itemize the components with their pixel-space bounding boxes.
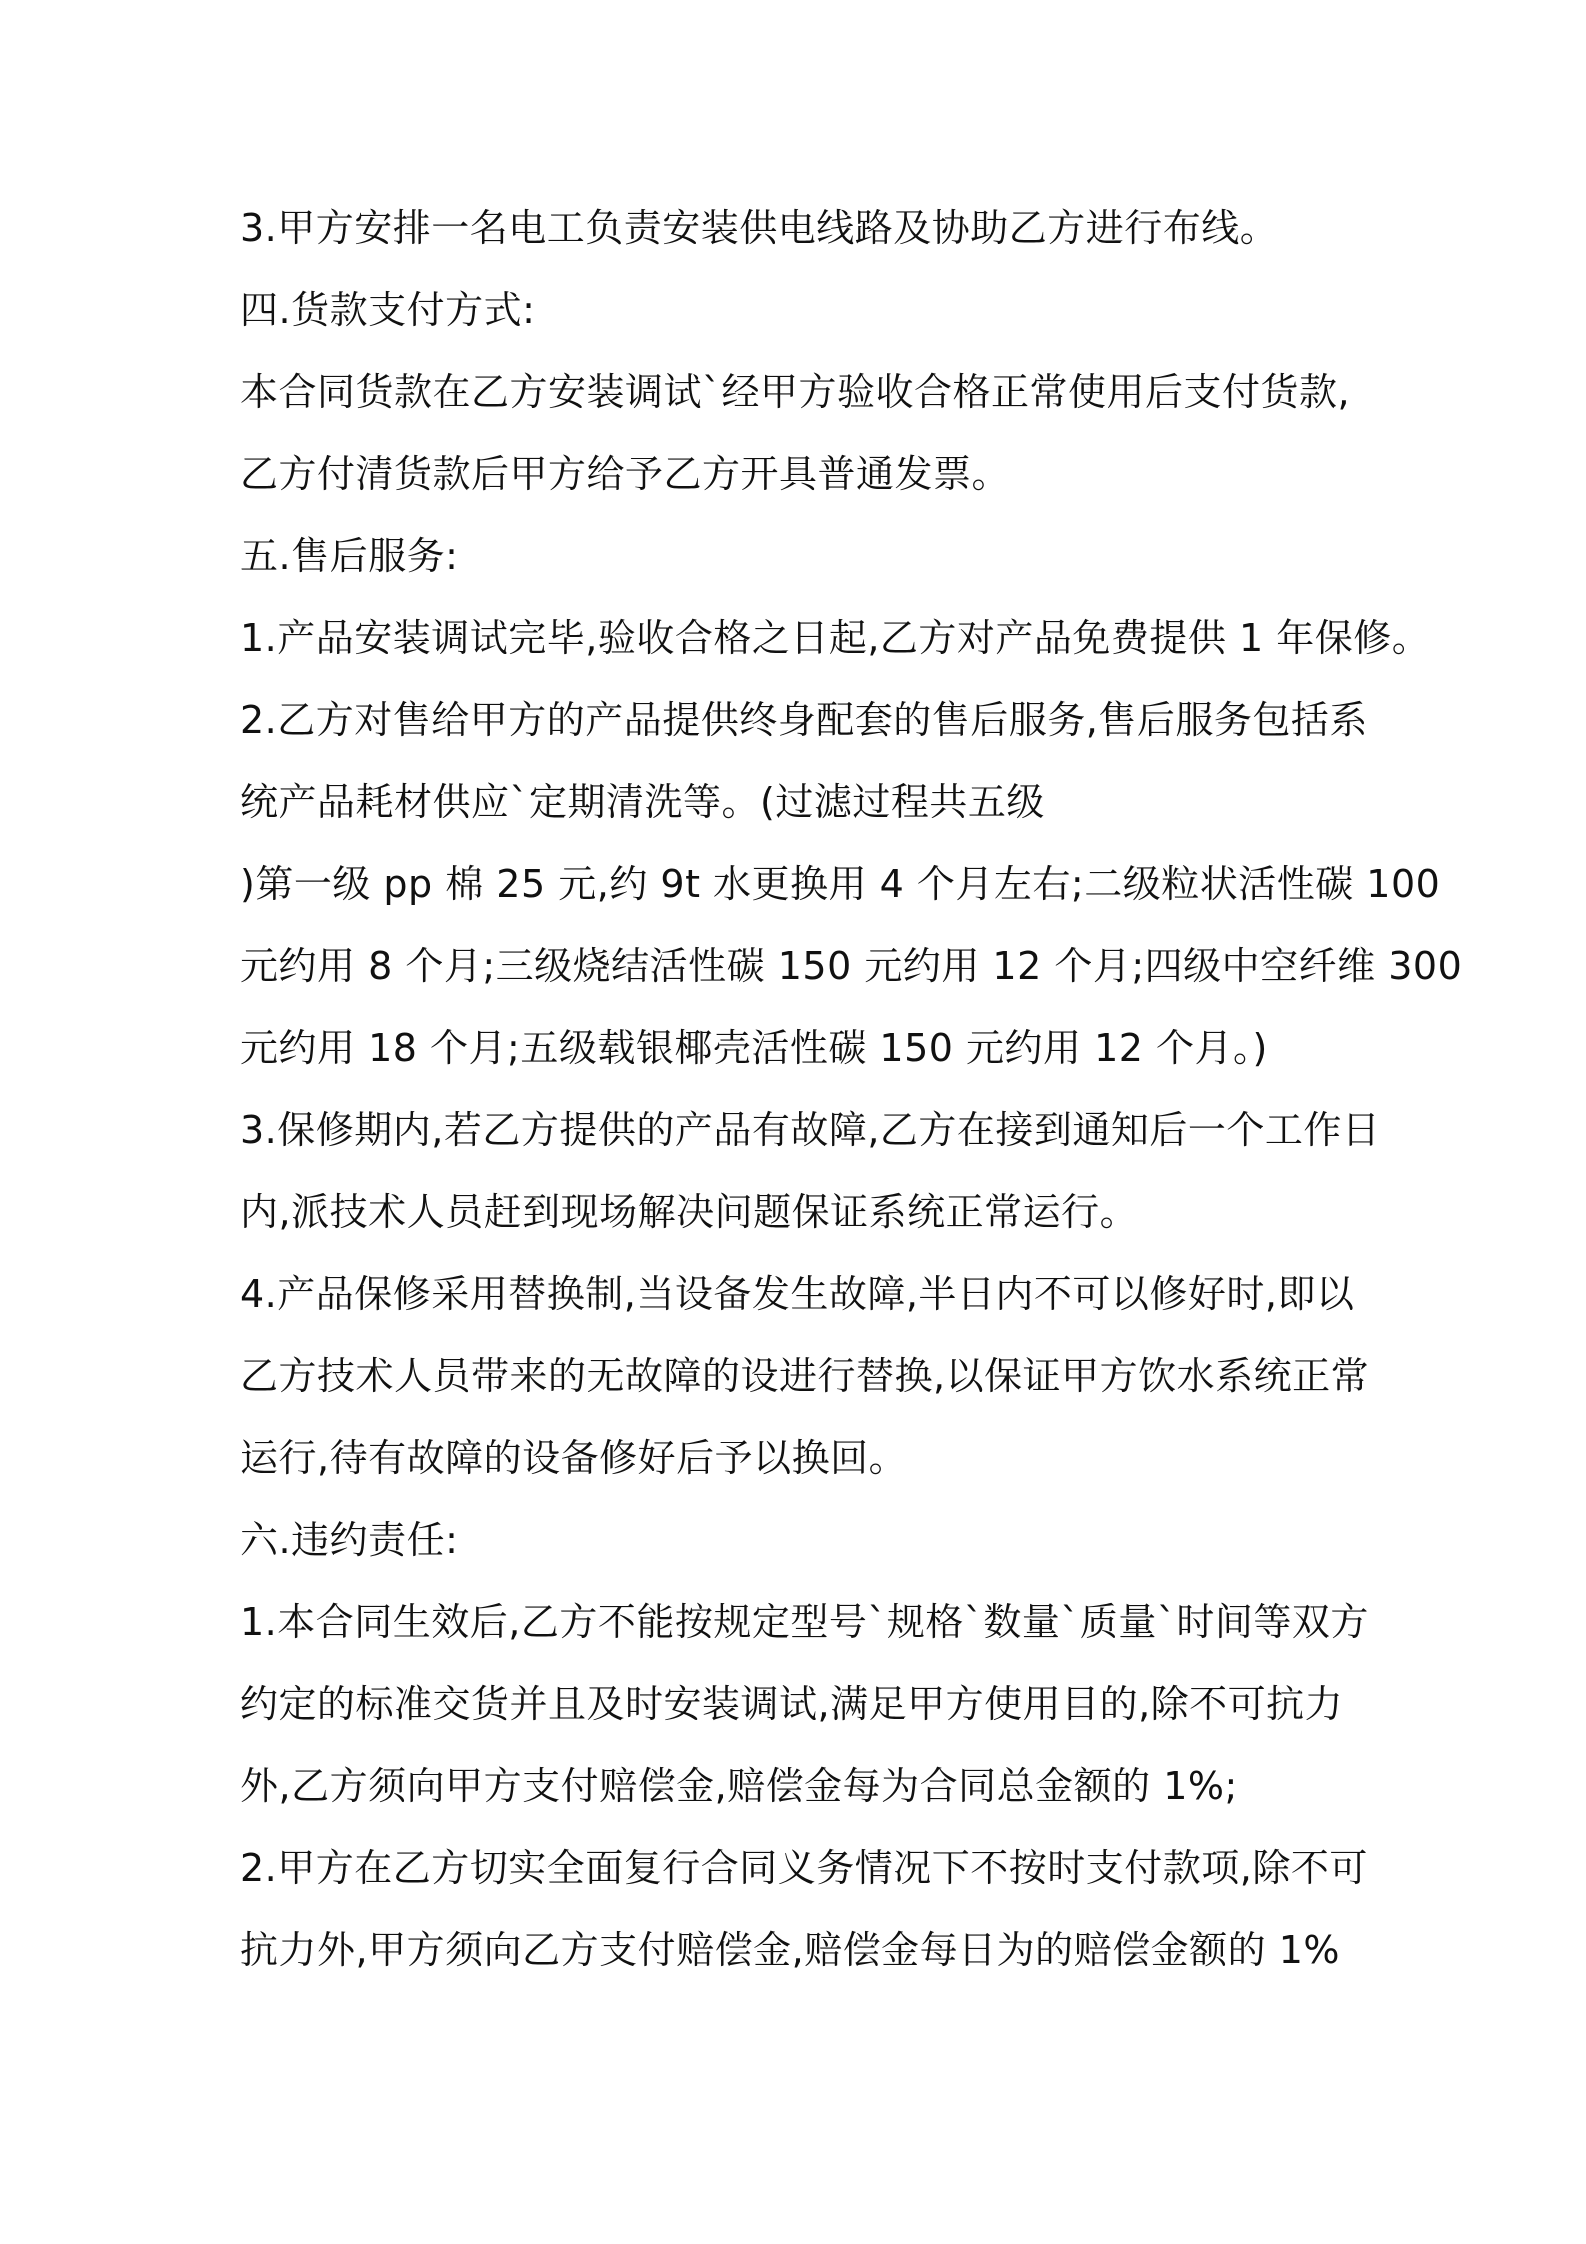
after-sales-clause-2-line-5: 元约用 18 个月;五级载银椰壳活性碳 150 元约用 12 个月。) [240, 1026, 1268, 1070]
payment-text-line-2: 乙方付清货款后甲方给予乙方开具普通发票。 [240, 452, 1011, 496]
after-sales-clause-2-line-1: 2.乙方对售给甲方的产品提供终身配套的售后服务,售后服务包括系 [240, 698, 1368, 742]
section-5-heading: 五.售后服务: [240, 534, 459, 578]
payment-text-line-1: 本合同货款在乙方安装调试`经甲方验收合格正常使用后支付货款, [240, 370, 1351, 414]
section-4-heading: 四.货款支付方式: [240, 288, 536, 332]
after-sales-clause-2-line-4: 元约用 8 个月;三级烧结活性碳 150 元约用 12 个月;四级中空纤维 300 [240, 944, 1463, 988]
after-sales-clause-4-line-1: 4.产品保修采用替换制,当设备发生故障,半日内不可以修好时,即以 [240, 1272, 1355, 1316]
liability-clause-2-line-2: 抗力外,甲方须向乙方支付赔偿金,赔偿金每日为的赔偿金额的 1% [240, 1928, 1341, 1972]
after-sales-clause-4-line-2: 乙方技术人员带来的无故障的设进行替换,以保证甲方饮水系统正常 [240, 1354, 1370, 1398]
after-sales-clause-2-line-3: )第一级 pp 棉 25 元,约 9t 水更换用 4 个月左右;二级粒状活性碳 100 [240, 862, 1441, 906]
liability-clause-1-line-1: 1.本合同生效后,乙方不能按规定型号`规格`数量`质量`时间等双方 [240, 1600, 1369, 1644]
clause-3-electrician: 3.甲方安排一名电工负责安装供电线路及协助乙方进行布线。 [240, 206, 1279, 250]
liability-clause-1-line-2: 约定的标准交货并且及时安装调试,满足甲方使用目的,除不可抗力 [240, 1682, 1344, 1726]
after-sales-clause-1: 1.产品安装调试完毕,验收合格之日起,乙方对产品免费提供 1 年保修。 [240, 616, 1431, 660]
liability-clause-1-line-3: 外,乙方须向甲方支付赔偿金,赔偿金每为合同总金额的 1%; [240, 1764, 1238, 1808]
section-6-heading: 六.违约责任: [240, 1518, 459, 1562]
after-sales-clause-2-line-2: 统产品耗材供应`定期清洗等。(过滤过程共五级 [240, 780, 1045, 824]
after-sales-clause-4-line-3: 运行,待有故障的设备修好后予以换回。 [240, 1436, 908, 1480]
after-sales-clause-3-line-2: 内,派技术人员赶到现场解决问题保证系统正常运行。 [240, 1190, 1139, 1234]
liability-clause-2-line-1: 2.甲方在乙方切实全面复行合同义务情况下不按时支付款项,除不可 [240, 1846, 1368, 1890]
after-sales-clause-3-line-1: 3.保修期内,若乙方提供的产品有故障,乙方在接到通知后一个工作日 [240, 1108, 1381, 1152]
